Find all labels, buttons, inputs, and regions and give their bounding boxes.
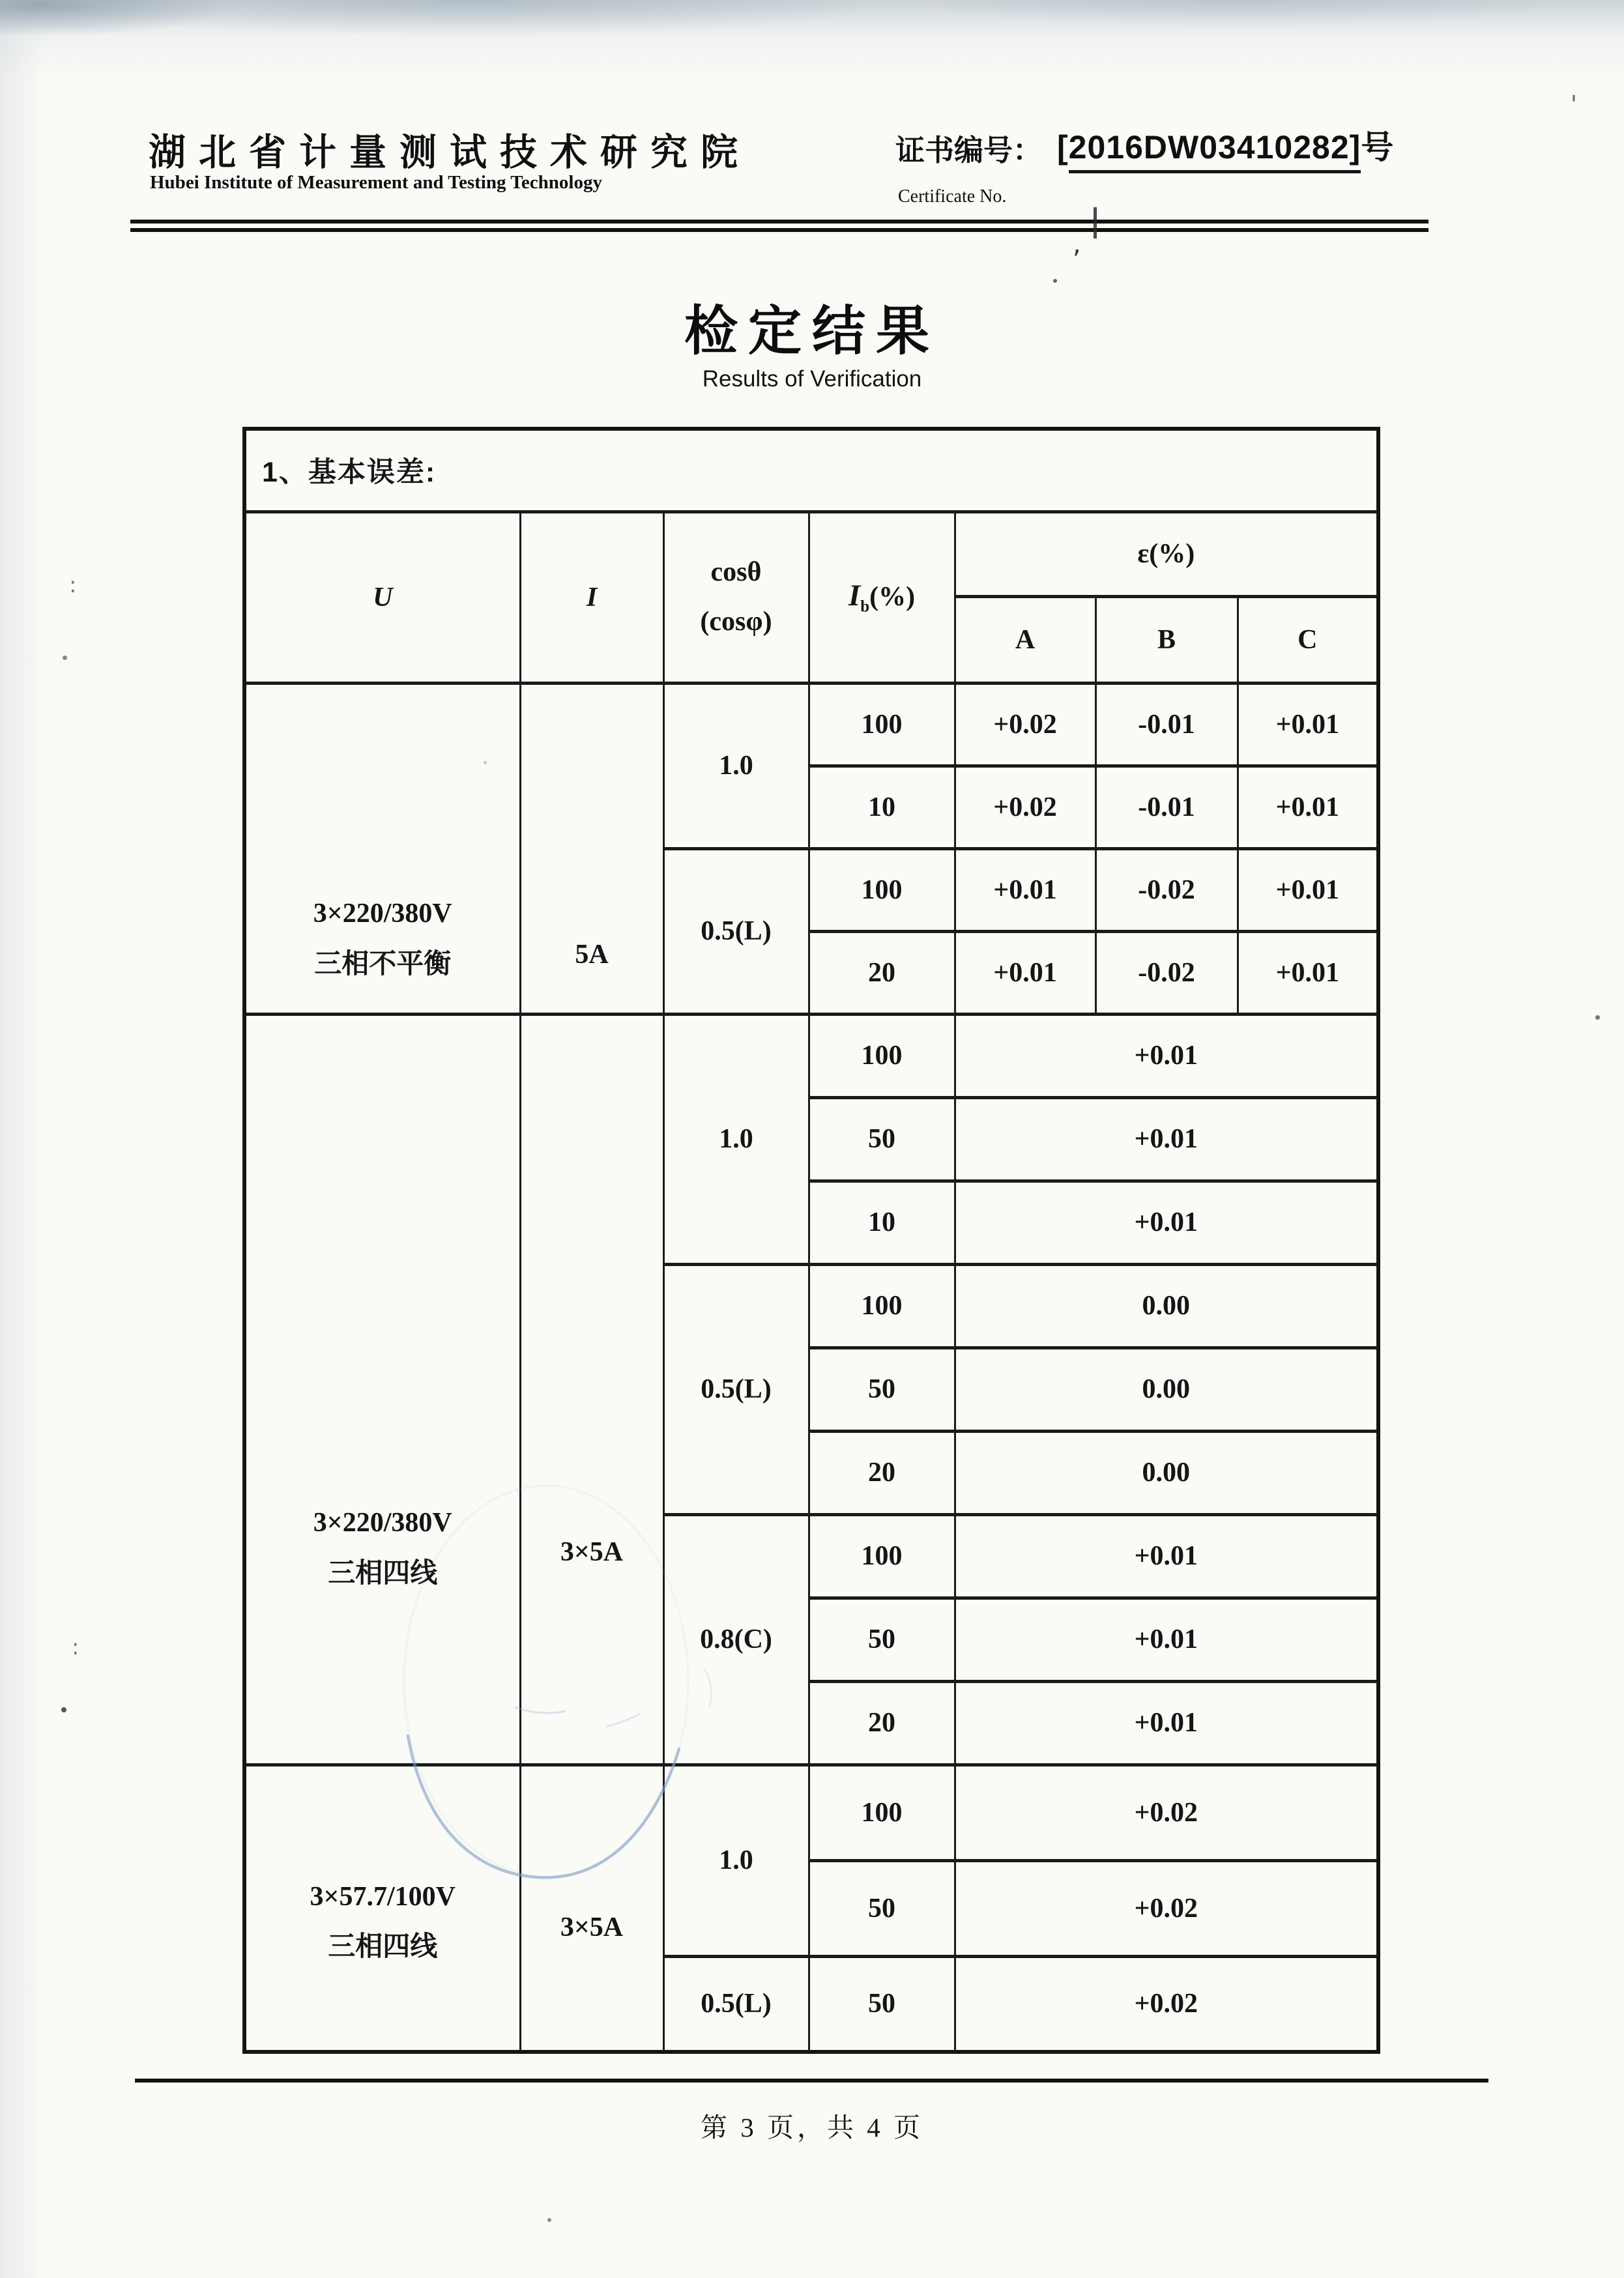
i-value: 5A: [575, 940, 609, 970]
u-wiring: 三相四线: [328, 1559, 438, 1589]
cert-bracket-open: [: [1057, 129, 1069, 166]
u-cell: [244, 683, 520, 1014]
error-cell-abc: 0.00: [955, 1264, 1378, 1348]
verification-results-table: [242, 427, 1380, 2054]
certificate-number: [1057, 121, 1394, 168]
error-cell-abc: 0.00: [955, 1431, 1378, 1514]
error-cell-a: +0.01: [955, 848, 1095, 931]
col-header-ib: [809, 512, 955, 683]
col-header-i: I: [520, 512, 663, 683]
i-value: 3×5A: [560, 1537, 624, 1567]
i-cell: [520, 1765, 663, 2052]
cos-cell: 0.5(L): [663, 1264, 809, 1514]
u-value: 3×220/380V: [313, 1508, 452, 1538]
ib-cell: 100: [809, 683, 955, 766]
error-cell-b: -0.02: [1095, 931, 1238, 1014]
ib-cell: 100: [809, 1014, 955, 1097]
error-cell-a: +0.02: [955, 683, 1095, 766]
error-cell-c: +0.01: [1238, 683, 1378, 766]
ib-cell: 100: [809, 848, 955, 931]
error-cell-abc: +0.02: [955, 1956, 1378, 2052]
u-value: 3×57.7/100V: [310, 1881, 456, 1912]
col-header-phase-a: A: [955, 596, 1095, 683]
cert-suffix: 号: [1361, 129, 1395, 166]
error-cell-abc: +0.01: [955, 1014, 1378, 1097]
ib-cell: 50: [809, 1598, 955, 1681]
ib-cell: 50: [809, 1097, 955, 1181]
ib-cell: 100: [809, 1765, 955, 1860]
cos-cell: 0.8(C): [663, 1514, 809, 1765]
page-title: 检定结果: [684, 302, 940, 361]
ib-cell: 20: [809, 931, 955, 1014]
error-cell-c: +0.01: [1238, 931, 1378, 1014]
error-cell-c: +0.01: [1238, 766, 1378, 848]
i-cell: [520, 683, 663, 1014]
header-double-rule: [130, 220, 1428, 232]
ib-cell: 50: [809, 1348, 955, 1431]
cert-bracket-close: ]: [1349, 129, 1361, 166]
ib-cell: 20: [809, 1681, 955, 1765]
scan-speck: :: [69, 572, 77, 598]
error-cell-abc: +0.01: [955, 1181, 1378, 1264]
footer-rule: [135, 2079, 1488, 2083]
cos-theta: cosθ: [710, 556, 762, 587]
ib-cell: 50: [809, 1956, 955, 2052]
error-cell-b: -0.01: [1095, 683, 1238, 766]
ib-cell: 100: [809, 1264, 955, 1348]
col-header-u: U: [244, 512, 520, 683]
error-cell-abc: 0.00: [955, 1348, 1378, 1431]
col-header-phase-b: B: [1095, 596, 1238, 683]
page-number: 第 3 页，共 4 页: [701, 2112, 923, 2142]
error-cell-abc: +0.01: [955, 1681, 1378, 1765]
scan-speck: ,: [1073, 229, 1081, 259]
col-header-cos: [663, 512, 809, 683]
scan-speck: ': [1571, 91, 1577, 118]
error-cell-b: -0.02: [1095, 848, 1238, 931]
cos-cell: 1.0: [663, 683, 809, 848]
ib-cell: 20: [809, 1431, 955, 1514]
error-cell-abc: +0.02: [955, 1860, 1378, 1956]
col-header-epsilon: ε(%): [955, 512, 1378, 596]
u-value: 3×220/380V: [313, 899, 452, 929]
institute-name-en: Hubei Institute of Measurement and Testing Technology: [150, 172, 602, 193]
i-value: 3×5A: [560, 1912, 624, 1943]
cos-cell: 1.0: [663, 1765, 809, 1956]
page-subtitle: Results of Verification: [702, 366, 922, 392]
scan-speck: [63, 656, 67, 660]
ib-cell: 10: [809, 1181, 955, 1264]
cert-number-digits: 2016DW03410282: [1068, 129, 1350, 166]
error-cell-a: +0.02: [955, 766, 1095, 848]
certificate-no-label: 证书编号：: [895, 134, 1043, 167]
error-cell-abc: +0.01: [955, 1097, 1378, 1181]
ib-cell: 10: [809, 766, 955, 848]
ib-cell: 100: [809, 1514, 955, 1598]
error-cell-abc: +0.01: [955, 1514, 1378, 1598]
col-header-phase-c: C: [1238, 596, 1378, 683]
scan-speck: [484, 761, 487, 764]
u-wiring: 三相四线: [328, 1932, 438, 1963]
scan-speck: [547, 2218, 551, 2222]
error-cell-a: +0.01: [955, 931, 1095, 1014]
error-cell-b: -0.01: [1095, 766, 1238, 848]
scan-speck: [1053, 279, 1057, 283]
ib-cell: 50: [809, 1860, 955, 1956]
scan-speck: :: [72, 1634, 80, 1660]
ib-symbol: I: [848, 579, 861, 613]
ib-subscript: b: [860, 598, 870, 616]
u-cell: [244, 1014, 520, 1765]
cos-cell: 0.5(L): [663, 1956, 809, 2052]
i-cell: [520, 1014, 663, 1765]
error-cell-abc: +0.02: [955, 1765, 1378, 1860]
error-cell-abc: +0.01: [955, 1598, 1378, 1681]
certificate-no-label-en: Certificate No.: [898, 186, 1007, 207]
cert-number-underlined: [1069, 129, 1361, 173]
u-cell: [244, 1765, 520, 2052]
cos-cell: 0.5(L): [663, 848, 809, 1014]
basic-error-label: 1、基本误差:: [244, 429, 1378, 512]
cos-cell: 1.0: [663, 1014, 809, 1264]
scan-speck: [1094, 207, 1097, 238]
cos-phi: (cosφ): [700, 606, 772, 637]
u-wiring: 三相不平衡: [314, 949, 452, 979]
scan-speck: [61, 1707, 66, 1712]
scan-noise-top: [0, 0, 1624, 78]
error-cell-c: +0.01: [1238, 848, 1378, 931]
institute-name-cn: 湖北省计量测试技术研究院: [149, 132, 751, 173]
scan-speck: [1595, 1015, 1600, 1020]
ib-unit: (%): [869, 582, 916, 613]
